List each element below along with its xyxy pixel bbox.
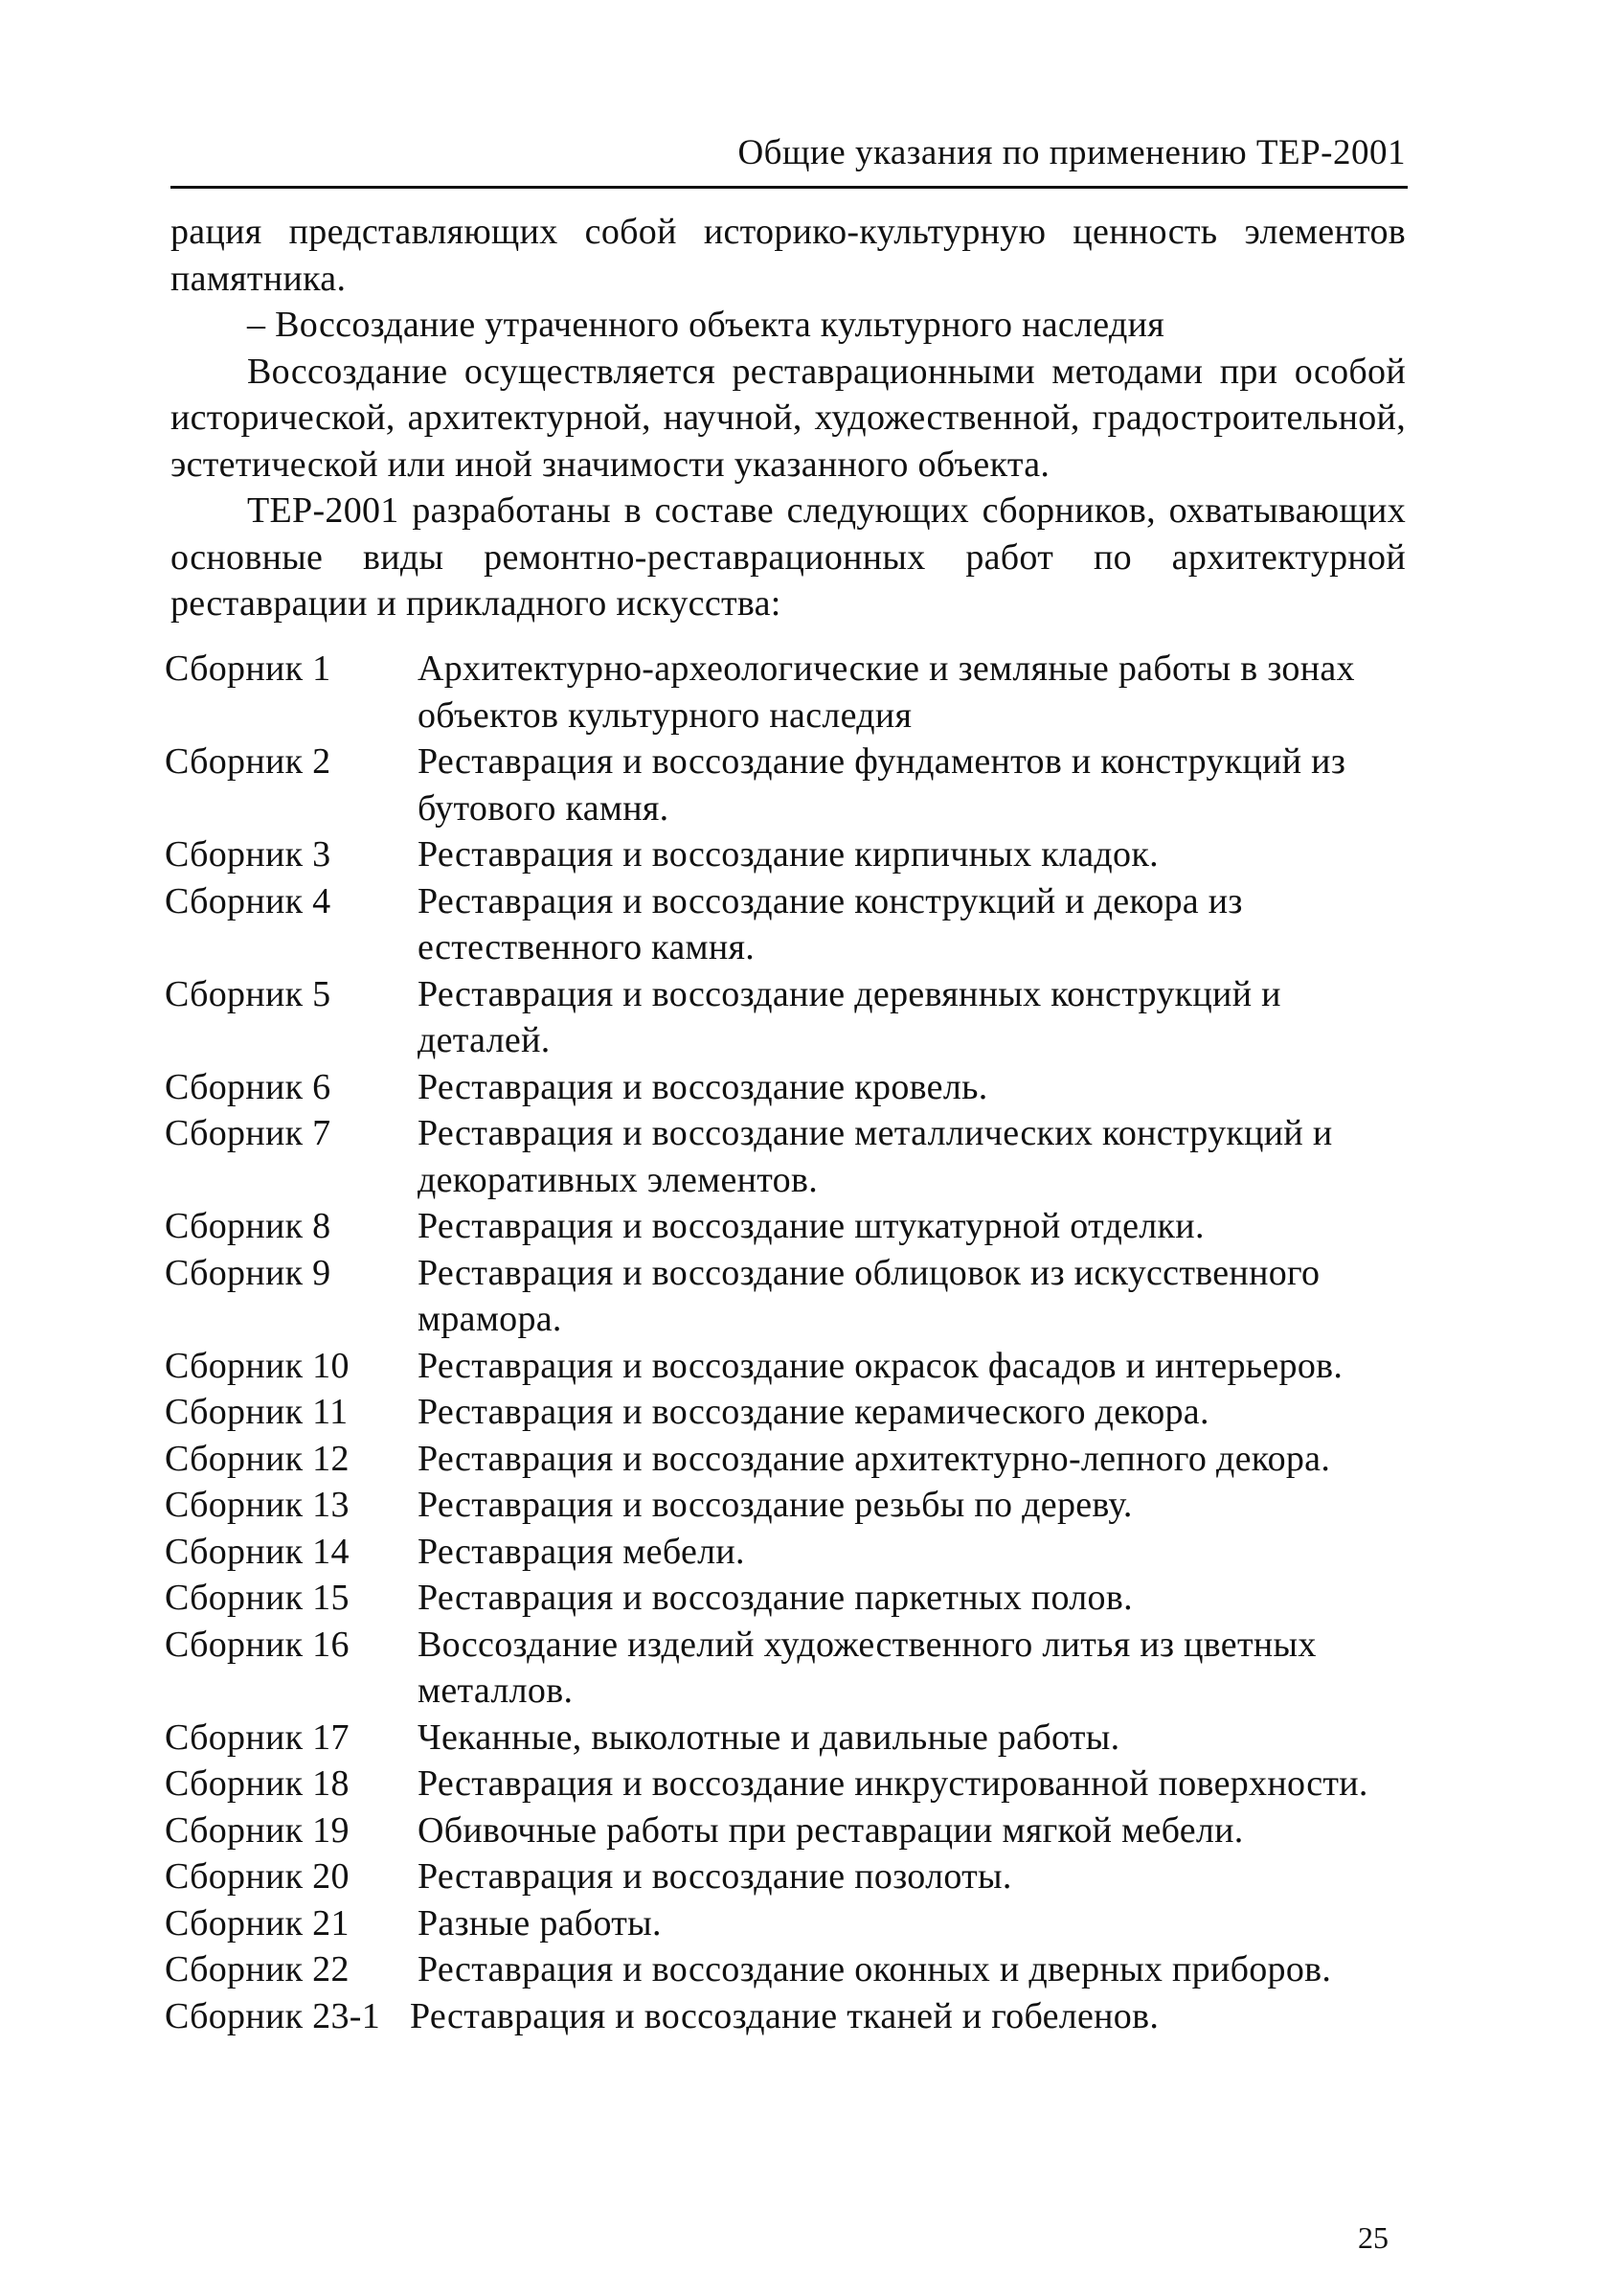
collection-title: Реставрация и воссоздание фундаментов и конструкций из бутового камня. bbox=[418, 741, 1346, 829]
collection-title: Реставрация и воссоздание позолоты. bbox=[418, 1856, 1012, 1897]
page-header: Общие указания по применению ТЕР-2001 bbox=[737, 133, 1406, 172]
collection-label: Сборник 5 bbox=[165, 973, 331, 1014]
collection-title: Реставрация и воссоздание кирпичных кладок. bbox=[418, 834, 1159, 875]
list-item bbox=[165, 1482, 1410, 1529]
list-item bbox=[165, 1807, 1410, 1854]
collection-label: Сборник 3 bbox=[165, 834, 331, 875]
list-item bbox=[165, 646, 1410, 739]
collections-list bbox=[165, 646, 1410, 2039]
collection-title: Воссоздание изделий художественного литья из цветных металлов. bbox=[418, 1624, 1317, 1711]
collection-title: Реставрация мебели. bbox=[418, 1531, 745, 1572]
list-item bbox=[165, 1436, 1410, 1483]
collection-title: Реставрация и воссоздание конструкций и декора из естественного камня. bbox=[418, 880, 1243, 967]
collection-title: Чеканные, выколотные и давильные работы. bbox=[418, 1716, 1120, 1758]
collection-label: Сборник 14 bbox=[165, 1531, 350, 1572]
list-item bbox=[165, 1853, 1410, 1900]
body-text bbox=[170, 209, 1406, 627]
collection-label: Сборник 7 bbox=[165, 1113, 331, 1153]
list-item bbox=[165, 1715, 1410, 1762]
collection-title: Реставрация и воссоздание окрасок фасадов и интерьеров. bbox=[418, 1345, 1344, 1386]
collection-title: Реставрация и воссоздание штукатурной отделки. bbox=[418, 1206, 1205, 1246]
list-item bbox=[165, 1529, 1410, 1576]
paragraph-collections-intro: ТЕР-2001 разработаны в составе следующих сборников, охватывающих основные виды ремонтно-реставрационных работ по архитектурной реставрации и прикладного искусства: bbox=[170, 490, 1406, 624]
list-item bbox=[165, 1946, 1410, 1993]
collection-label: Сборник 8 bbox=[165, 1206, 331, 1246]
list-item bbox=[165, 878, 1410, 971]
paragraph-continuation: рация представляющих собой историко-культурную ценность элементов памятника. bbox=[170, 212, 1406, 299]
collection-label: Сборник 13 bbox=[165, 1485, 350, 1525]
list-item bbox=[165, 1761, 1410, 1807]
collection-label: Сборник 10 bbox=[165, 1345, 350, 1386]
collection-title: Реставрация и воссоздание деревянных конструкций и деталей. bbox=[418, 973, 1281, 1060]
collection-title: Реставрация и воссоздание инкрустированной поверхности. bbox=[418, 1763, 1368, 1804]
collection-label: Сборник 4 bbox=[165, 880, 331, 921]
collection-label: Сборник 1 bbox=[165, 648, 331, 689]
list-item bbox=[165, 831, 1410, 878]
collection-title: Реставрация и воссоздание керамического декора. bbox=[418, 1392, 1209, 1432]
list-item bbox=[165, 1389, 1410, 1436]
collection-title: Реставрация и воссоздание архитектурно-лепного декора. bbox=[418, 1438, 1331, 1479]
collection-label: Сборник 20 bbox=[165, 1856, 350, 1897]
collection-label: Сборник 15 bbox=[165, 1578, 350, 1618]
collection-title: Обивочные работы при реставрации мягкой мебели. bbox=[418, 1809, 1244, 1851]
collection-label: Сборник 22 bbox=[165, 1949, 350, 1989]
list-item bbox=[165, 1064, 1410, 1111]
list-item bbox=[165, 739, 1410, 831]
collection-label: Сборник 16 bbox=[165, 1624, 350, 1665]
collection-label: Сборник 18 bbox=[165, 1763, 350, 1804]
list-item bbox=[165, 1993, 1410, 2040]
collection-title: Реставрация и воссоздание кровель. bbox=[418, 1066, 988, 1107]
collection-label: Сборник 12 bbox=[165, 1438, 350, 1479]
collection-title: Реставрация и воссоздание облицовок из искусственного мрамора. bbox=[418, 1252, 1321, 1339]
header-divider bbox=[170, 186, 1408, 189]
collection-label: Сборник 21 bbox=[165, 1902, 350, 1944]
page-number: 25 bbox=[1358, 2220, 1389, 2255]
list-item bbox=[165, 1250, 1410, 1343]
collection-title: Реставрация и воссоздание оконных и дверных приборов. bbox=[418, 1949, 1332, 1989]
collection-label: Сборник 9 bbox=[165, 1252, 331, 1293]
paragraph-recreation: Воссоздание осуществляется реставрационными методами при особой исторической, архитектурной, научной, художественной, градостроительной, эстетической или иной значимости указанного объекта. bbox=[170, 351, 1406, 485]
collection-title: Архитектурно-археологические и земляные работы в зонах объектов культурного наследия bbox=[418, 648, 1355, 736]
collection-label: Сборник 19 bbox=[165, 1809, 350, 1851]
list-item bbox=[165, 1343, 1410, 1390]
collection-title: Реставрация и воссоздание паркетных полов. bbox=[418, 1578, 1133, 1618]
collection-title: Реставрация и воссоздание тканей и гобеленов. bbox=[410, 1995, 1160, 2036]
collection-title: Реставрация и воссоздание резьбы по дереву. bbox=[418, 1485, 1133, 1525]
collection-label: Сборник 2 bbox=[165, 741, 331, 782]
collection-title: Разные работы. bbox=[418, 1902, 662, 1944]
collection-label: Сборник 23-1 bbox=[165, 1995, 381, 2036]
list-item bbox=[165, 1900, 1410, 1947]
collection-title: Реставрация и воссоздание металлических конструкций и декоративных элементов. bbox=[418, 1113, 1333, 1200]
list-item bbox=[165, 1622, 1410, 1715]
collection-label: Сборник 11 bbox=[165, 1392, 349, 1432]
list-item bbox=[165, 1575, 1410, 1622]
collection-label: Сборник 6 bbox=[165, 1066, 331, 1107]
list-item bbox=[165, 1203, 1410, 1250]
collection-label: Сборник 17 bbox=[165, 1716, 350, 1758]
list-item bbox=[165, 1110, 1410, 1203]
list-item bbox=[165, 971, 1410, 1064]
paragraph-heading-item: – Воссоздание утраченного объекта культурного наследия bbox=[247, 305, 1165, 345]
